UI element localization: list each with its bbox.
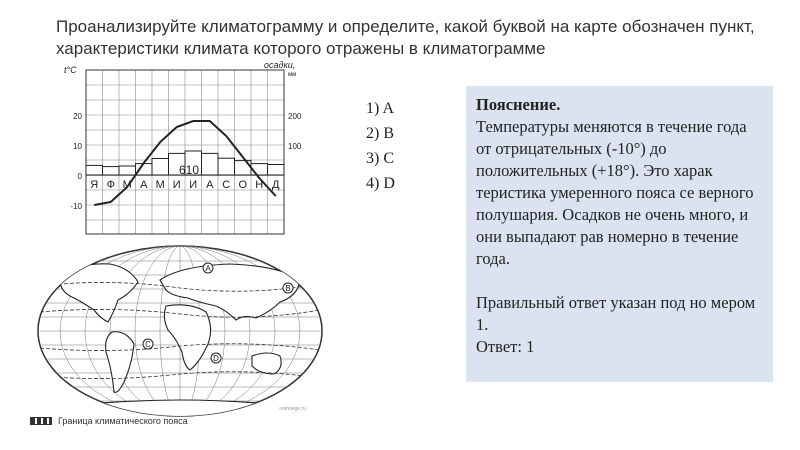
- precipitation-axis-unit: мм: [288, 72, 297, 78]
- month-label: Д: [272, 179, 280, 191]
- answer-line: Ответ: 1: [476, 337, 535, 356]
- marker-a: [203, 263, 213, 273]
- world-climate-map: [30, 240, 330, 422]
- correct-answer-note: Правильный ответ указан под но мером 1.: [476, 293, 756, 334]
- climatogram-chart: [56, 60, 316, 240]
- temp-tick-20: 20: [73, 112, 82, 121]
- month-label: И: [172, 179, 181, 191]
- precipitation-bar: [86, 165, 103, 175]
- explanation-text: Температуры меняются в течение года от отрицательных (-10°) до положительных (+18°). Это харак теристика умеренного пояса се верного полушария. Осадков не очень много, и они выпадают рав номерно в течение года.: [476, 117, 754, 268]
- annual-precipitation-label: 610: [178, 163, 200, 177]
- temp-tick-10: 10: [73, 142, 82, 151]
- answer-option-3[interactable]: 3) C: [366, 150, 394, 167]
- explanation-box: [466, 86, 773, 382]
- precip-tick-200: 200: [288, 112, 302, 121]
- precipitation-bar: [152, 159, 169, 176]
- precipitation-bar: [136, 164, 153, 175]
- precipitation-axis-label: осадки,: [264, 60, 296, 70]
- map-legend: [30, 414, 330, 428]
- month-label: О: [238, 179, 248, 191]
- temp-tick-0: 0: [77, 172, 82, 181]
- answer-option-1[interactable]: 1) A: [366, 100, 394, 117]
- month-label: М: [155, 179, 165, 191]
- precipitation-bar: [218, 158, 235, 175]
- marker-c: [143, 339, 153, 349]
- marker-b: [283, 283, 293, 293]
- precipitation-bar: [103, 167, 120, 175]
- explanation-heading: Пояснение.: [476, 95, 561, 114]
- month-label: И: [189, 179, 198, 191]
- precipitation-bar: [268, 165, 285, 176]
- answer-options: [366, 96, 446, 196]
- temperature-axis-label: t°C: [64, 65, 77, 75]
- month-label: Ф: [106, 179, 115, 191]
- month-label: Н: [255, 179, 264, 191]
- precipitation-bar: [119, 166, 136, 175]
- precipitation-bar: [202, 153, 219, 175]
- month-label: М: [122, 179, 132, 191]
- svg-text:D: D: [213, 354, 219, 363]
- marker-d: [211, 353, 221, 363]
- legend-label: Граница климатического пояса: [58, 416, 188, 426]
- task-title: Проанализируйте климатограмму и определите, какой буквой на карте обозначен пункт, характеристики климата которого отражены в климатограмме: [56, 17, 755, 58]
- svg-text:B: B: [285, 284, 291, 293]
- answer-option-2[interactable]: 2) B: [366, 125, 394, 142]
- answer-option-4[interactable]: 4) D: [366, 175, 395, 192]
- climate-boundary-swatch: [30, 417, 52, 425]
- month-label: С: [222, 179, 231, 191]
- svg-text:A: A: [205, 264, 211, 273]
- map-watermark: reshuege.ru: [279, 406, 306, 412]
- month-label: А: [206, 179, 214, 191]
- month-label: А: [140, 179, 148, 191]
- precip-tick-100: 100: [288, 142, 302, 151]
- month-label: Я: [90, 179, 99, 191]
- temp-tick-minus10: -10: [70, 202, 82, 211]
- svg-text:C: C: [145, 340, 151, 349]
